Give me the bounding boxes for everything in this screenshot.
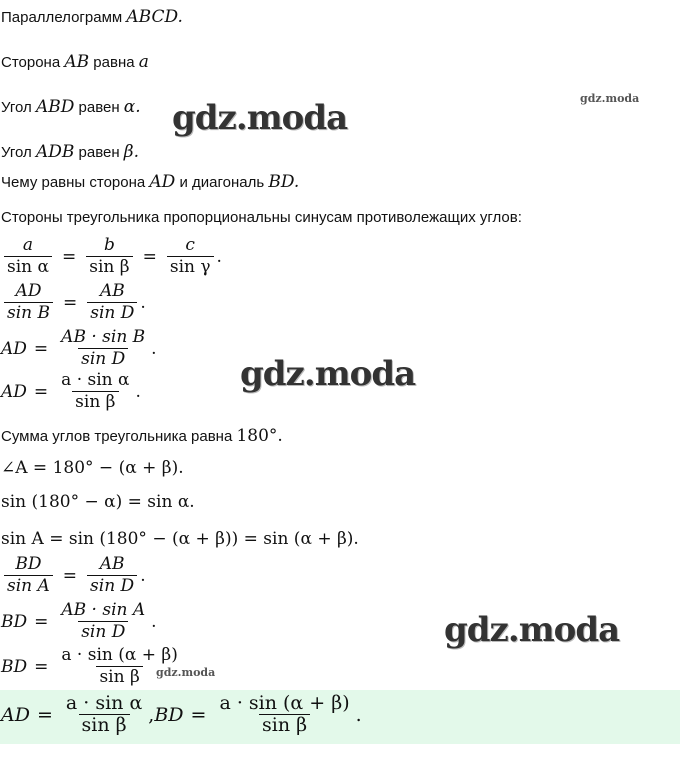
given-line-3	[1, 97, 141, 118]
fraction	[58, 601, 148, 642]
given-math: α.	[123, 97, 141, 117]
denominator: sin β	[86, 256, 132, 277]
denominator: sin β	[72, 391, 118, 412]
watermark: gdz.moda	[172, 98, 348, 138]
period: .	[355, 703, 362, 726]
numerator: b	[103, 235, 115, 255]
lhs: BD	[1, 611, 28, 632]
given-text: Угол	[1, 144, 36, 161]
equation-bd-expr	[1, 601, 157, 642]
equation-sin-identity	[1, 492, 195, 512]
angle-sum-label: Сумма углов треугольника равна	[1, 428, 237, 445]
equals-sign: =	[36, 703, 53, 726]
given-math: a	[138, 52, 149, 72]
given-line-5	[1, 172, 299, 193]
given-math: ABCD.	[126, 7, 183, 27]
numerator: a · sin (α + β)	[61, 645, 178, 665]
given-text: Сторона	[1, 54, 65, 71]
denominator: sin β	[96, 666, 142, 687]
fraction	[58, 371, 132, 412]
answer-lhs-ad: AD	[1, 703, 30, 726]
denominator: sin B	[4, 302, 53, 323]
given-math: BD.	[268, 172, 300, 192]
lhs: AD	[1, 338, 27, 359]
fraction	[167, 236, 214, 277]
equals-sign: =	[62, 246, 77, 267]
period: .	[216, 246, 222, 267]
watermark: gdz.moda	[240, 354, 416, 394]
denominator: sin D	[87, 302, 137, 323]
given-text: равен	[74, 144, 124, 161]
given-text: Угол	[1, 99, 36, 116]
given-text: Чему равны сторона	[1, 174, 150, 191]
fraction	[58, 328, 148, 369]
fraction	[87, 555, 137, 596]
angle-sum-math: 180°.	[236, 426, 283, 446]
numerator: AB · sin A	[61, 600, 146, 620]
period: .	[135, 381, 141, 402]
comma: ,	[148, 703, 155, 726]
numerator: a · sin α	[65, 692, 143, 714]
denominator: sin β	[259, 714, 310, 735]
denominator: sin γ	[167, 256, 214, 277]
given-math: ABD	[35, 97, 75, 117]
denominator: sin α	[4, 256, 52, 277]
fraction	[4, 555, 53, 596]
equation-text: sin (180° − α) = sin α.	[1, 492, 195, 512]
lhs: AD	[1, 381, 27, 402]
numerator: a · sin α	[61, 370, 130, 390]
period: .	[151, 338, 157, 359]
equals-sign: =	[33, 381, 49, 402]
equals-sign: =	[33, 338, 49, 359]
equation-ad-ab	[1, 282, 146, 323]
period: .	[140, 565, 146, 586]
equals-sign: =	[62, 565, 78, 586]
given-text: равен	[74, 99, 124, 116]
period: .	[140, 292, 146, 313]
given-line-1	[1, 7, 183, 28]
equation-bd-ab	[1, 555, 146, 596]
equation-ad-expr	[1, 328, 157, 369]
equation-text: ∠A = 180° − (α + β).	[1, 458, 184, 478]
given-math: β.	[123, 142, 140, 162]
equals-sign: =	[34, 611, 49, 632]
denominator: sin D	[78, 621, 128, 642]
fraction	[86, 236, 132, 277]
numerator: AD	[15, 281, 42, 301]
given-line-4	[1, 142, 139, 163]
given-math: ADB	[35, 142, 75, 162]
watermark: gdz.moda	[444, 610, 620, 650]
watermark-small: gdz.moda	[156, 666, 216, 679]
numerator: AB	[99, 281, 125, 301]
given-text: Параллелограмм	[1, 9, 127, 26]
numerator: a · sin (α + β)	[219, 692, 350, 714]
denominator: sin D	[78, 348, 128, 369]
numerator: AB · sin B	[61, 327, 146, 347]
equals-sign: =	[63, 292, 78, 313]
numerator: BD	[15, 554, 42, 574]
equation-text: sin A = sin (180° − (α + β)) = sin (α + β).	[1, 529, 359, 549]
answer-line	[1, 694, 362, 735]
given-math: AD	[149, 172, 176, 192]
denominator: sin D	[87, 575, 137, 596]
fraction	[4, 236, 52, 277]
sine-rule-label: Стороны треугольника пропорциональны синусам противолежащих углов:	[1, 209, 522, 226]
angle-sum-text	[1, 426, 283, 447]
given-text: равна	[89, 54, 139, 71]
sine-rule-text	[1, 208, 522, 228]
answer-lhs-bd: BD	[154, 703, 184, 726]
denominator: sin β	[79, 714, 130, 735]
answer-fraction-ad	[63, 694, 145, 735]
answer-fraction-bd	[216, 694, 352, 735]
denominator: sin A	[4, 575, 53, 596]
numerator: c	[185, 235, 195, 255]
lhs: BD	[1, 656, 28, 677]
equals-sign: =	[142, 246, 157, 267]
equals-sign: =	[34, 656, 49, 677]
numerator: AB	[99, 554, 125, 574]
numerator: a	[22, 235, 34, 255]
period: .	[151, 611, 157, 632]
equation-ad-result	[1, 371, 141, 412]
given-math: AB	[64, 52, 90, 72]
equation-sine-rule	[1, 236, 222, 277]
equation-angle-a	[1, 458, 184, 478]
equation-sin-a	[1, 529, 359, 549]
given-text: и диагональ	[175, 174, 269, 191]
given-line-2	[1, 52, 149, 73]
fraction	[4, 282, 53, 323]
equals-sign: =	[190, 703, 207, 726]
watermark-small: gdz.moda	[580, 92, 640, 105]
fraction	[87, 282, 137, 323]
